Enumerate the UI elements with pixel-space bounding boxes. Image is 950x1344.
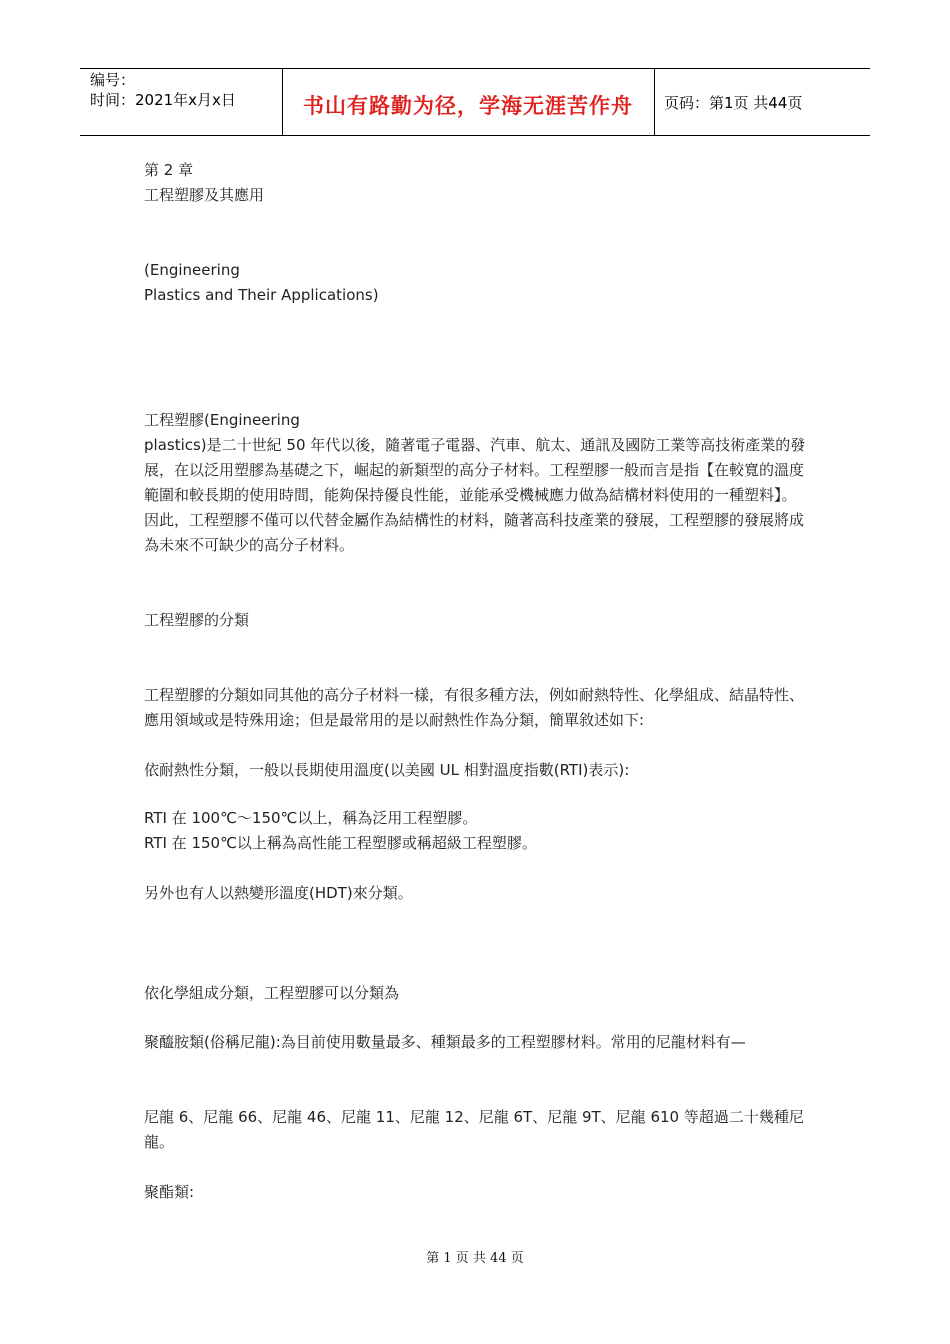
chem-intro: 依化學組成分類，工程塑膠可以分類為 bbox=[144, 984, 400, 1002]
hdt-paragraph bbox=[144, 881, 809, 906]
page-footer: 第 1 页 共 44 页 bbox=[426, 1251, 524, 1266]
chem-intro-paragraph bbox=[144, 981, 809, 1006]
section-classification-text: 工程塑膠的分類 bbox=[144, 611, 250, 629]
english-title-line2: Plastics and Their Applications) bbox=[144, 286, 379, 304]
heat-intro: 依耐熱性分類，一般以長期使用溫度(以美國 UL 相對溫度指數(RTI)表示): bbox=[144, 761, 630, 779]
chapter-heading bbox=[144, 158, 809, 208]
intro-paragraph bbox=[144, 408, 809, 558]
english-title bbox=[144, 258, 809, 308]
hdt-line: 另外也有人以熱變形溫度(HDT)來分類。 bbox=[144, 884, 413, 902]
polyamide-paragraph bbox=[144, 1030, 809, 1055]
intro-line1: 工程塑膠(Engineering bbox=[144, 411, 300, 429]
header-top-border bbox=[80, 68, 870, 69]
polyester-paragraph bbox=[144, 1180, 809, 1205]
header-meta bbox=[90, 70, 236, 110]
header-bottom-border bbox=[80, 135, 870, 136]
chapter-title: 工程塑膠及其應用 bbox=[144, 186, 265, 204]
header-time-label: 时间：2021年x月x日 bbox=[90, 91, 236, 109]
header-number-label: 编号： bbox=[90, 71, 136, 89]
intro-body: plastics)是二十世紀 50 年代以後，隨著電子電器、汽車、航太、通訊及國防工業等高技術產業的發展，在以泛用塑膠為基礎之下，崛起的新類型的高分子材料。工程塑膠一般而言是指【在較寬的溫度範圍和較長期的使用時間，能夠保持優良性能，並能承受機械應力做為結構材料使用的一種塑料】。因此，工程塑膠不僅可以代替金屬作為結構性的材料，隨著高科技產業的發展，工程塑膠的發展將成為未來不可缺少的高分子材料。 bbox=[144, 436, 806, 554]
rti-line1: RTI 在 100℃～150℃以上，稱為泛用工程塑膠。 bbox=[144, 809, 478, 827]
header-page-info: 页码：第1页 共44页 bbox=[664, 94, 803, 112]
nylon-body: 尼龍 6、尼龍 66、尼龍 46、尼龍 11、尼龍 12、尼龍 6T、尼龍 9T、尼龍 610 等超過二十幾種尼龍。 bbox=[144, 1108, 804, 1151]
heat-intro-paragraph bbox=[144, 758, 809, 783]
rti-list bbox=[144, 806, 809, 856]
polyester-heading: 聚酯類: bbox=[144, 1183, 195, 1201]
polyamide-body: 聚醯胺類(俗稱尼龍):為目前使用數量最多、種類最多的工程塑膠材料。常用的尼龍材料有— bbox=[144, 1033, 746, 1051]
classification-body: 工程塑膠的分類如同其他的高分子材料一樣，有很多種方法，例如耐熱特性、化學組成、結晶特性、應用領域或是特殊用途；但是最常用的是以耐熱性作為分類，簡單敘述如下: bbox=[144, 686, 805, 729]
header-motto: 书山有路勤为径，学海无涯苦作舟 bbox=[303, 94, 633, 118]
english-title-line1: (Engineering bbox=[144, 261, 240, 279]
header-divider-right bbox=[654, 68, 655, 136]
section-classification-heading bbox=[144, 608, 809, 633]
classification-paragraph bbox=[144, 683, 809, 733]
rti-line2: RTI 在 150℃以上稱為高性能工程塑膠或稱超級工程塑膠。 bbox=[144, 834, 537, 852]
nylon-paragraph bbox=[144, 1105, 809, 1155]
chapter-number: 第 2 章 bbox=[144, 161, 194, 179]
